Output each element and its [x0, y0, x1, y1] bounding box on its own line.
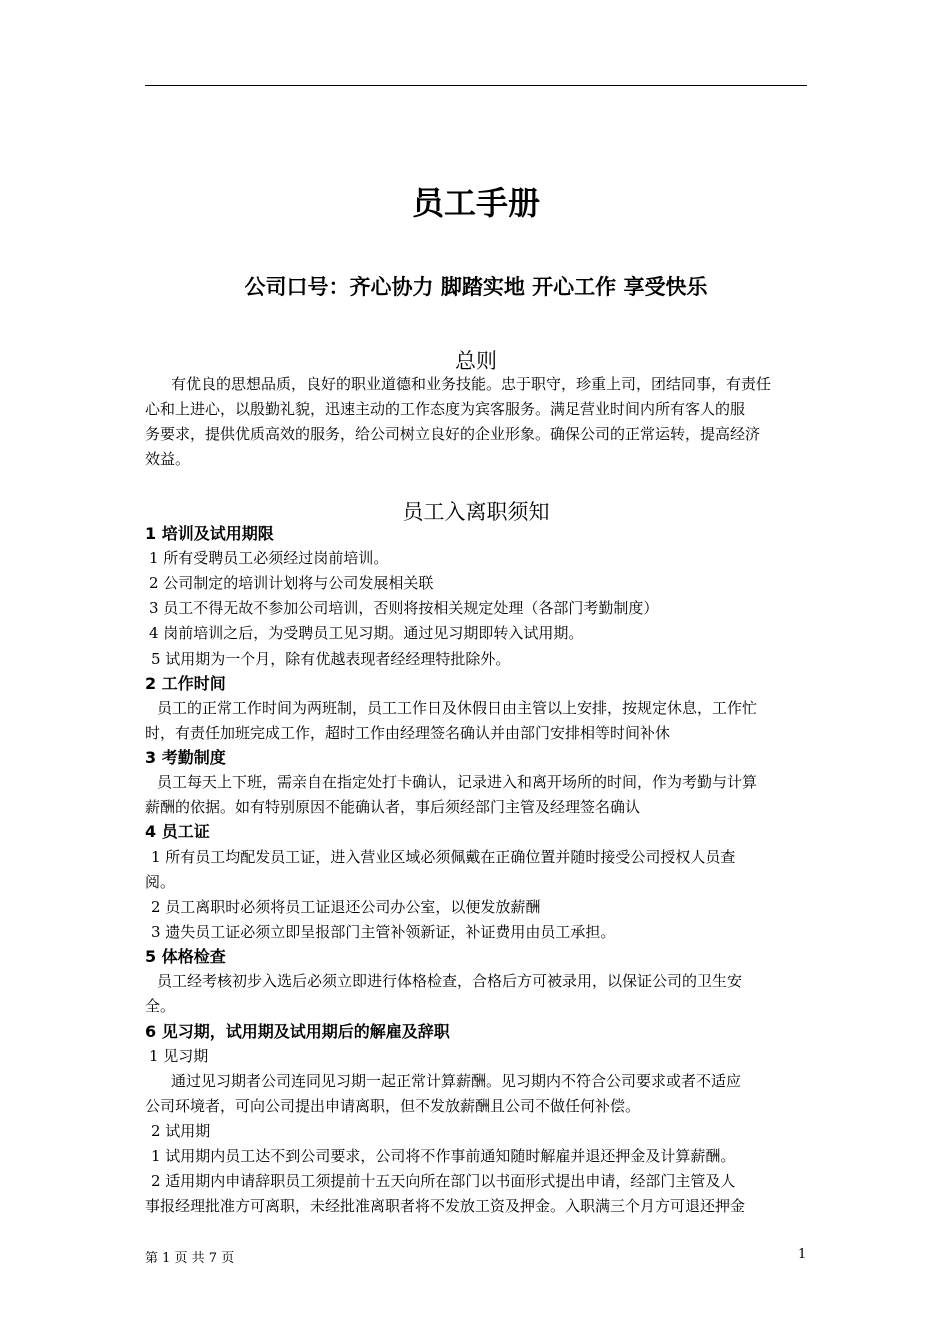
- section-line: 阅。: [145, 873, 176, 891]
- company-slogan: 公司口号：齐心协力 脚踏实地 开心工作 享受快乐: [244, 275, 708, 299]
- section-title: 3 考勤制度: [145, 748, 226, 767]
- section-line: 1 见习期: [149, 1047, 209, 1065]
- section-line: 员工经考核初步入选后必须立即进行体格检查，合格后方可被录用，以保证公司的卫生安: [157, 972, 743, 990]
- section-title: 5 体格检查: [145, 947, 226, 966]
- list-item: 4 岗前培训之后，为受聘员工见习期。通过见习期即转入试用期。: [149, 624, 584, 642]
- list-item: 2 公司制定的培训计划将与公司发展相关联: [149, 574, 434, 592]
- list-item: 1 所有受聘员工必须经过岗前培训。: [149, 549, 389, 567]
- section-line: 事报经理批准方可离职，未经批准离职者将不发放工资及押金。入职满三个月方可退还押金: [145, 1197, 746, 1215]
- footer-page-number: 1: [798, 1247, 807, 1262]
- section-title: 1 培训及试用期限: [145, 524, 274, 543]
- section-line: 员工的正常工作时间为两班制，员工工作日及休假日由主管以上安排，按规定休息，工作忙: [157, 699, 758, 717]
- general-line: 效益。: [145, 450, 191, 468]
- section-title: 4 员工证: [145, 822, 210, 841]
- header-rule: [145, 85, 807, 86]
- general-line: 有优良的思想品质，良好的职业道德和业务技能。忠于职守，珍重上司，团结同事，有责任: [171, 375, 772, 393]
- section-line: 3 遗失员工证必须立即呈报部门主管补领新证，补证费用由员工承担。: [151, 923, 616, 941]
- notice-heading: 员工入离职须知: [402, 500, 550, 524]
- document-title: 员工手册: [411, 184, 540, 222]
- section-line: 通过见习期者公司连同见习期一起正常计算薪酬。见习期内不符合公司要求或者不适应: [171, 1072, 742, 1090]
- section-line: 全。: [145, 997, 176, 1015]
- section-line: 1 试用期内员工达不到公司要求，公司将不作事前通知随时解雇并退还押金及计算薪酬。: [151, 1147, 736, 1165]
- section-line: 薪酬的依据。如有特别原因不能确认者，事后须经部门主管及经理签名确认: [145, 798, 641, 816]
- section-line: 1 所有员工均配发员工证，进入营业区域必须佩戴在正确位置并随时接受公司授权人员查: [151, 848, 736, 866]
- general-line: 心和上进心，以殷勤礼貌，迅速主动的工作态度为宾客服务。满足营业时间内所有客人的服: [145, 400, 746, 418]
- section-line: 时，有责任加班完成工作，超时工作由经理签名确认并由部门安排相等时间补休: [145, 724, 671, 742]
- section-title: 6 见习期，试用期及试用期后的解雇及辞职: [145, 1022, 450, 1041]
- section-line: 员工每天上下班，需亲自在指定处打卡确认，记录进入和离开场所的时间，作为考勤与计算: [157, 773, 758, 791]
- section-line: 2 试用期: [151, 1122, 211, 1140]
- footer-page-info: 第 1 页 共 7 页: [145, 1251, 235, 1266]
- section-title: 2 工作时间: [145, 674, 226, 693]
- list-item: 5 试用期为一个月，除有优越表现者经经理特批除外。: [151, 650, 511, 668]
- section-line: 2 适用期内申请辞职员工须提前十五天向所在部门以书面形式提出申请，经部门主管及人: [151, 1172, 736, 1190]
- section-line: 公司环境者，可向公司提出申请离职，但不发放薪酬且公司不做任何补偿。: [145, 1097, 641, 1115]
- list-item: 3 员工不得无故不参加公司培训，否则将按相关规定处理（各部门考勤制度）: [149, 599, 659, 617]
- general-line: 务要求，提供优质高效的服务，给公司树立良好的企业形象。确保公司的正常运转，提高经济: [145, 425, 761, 443]
- section-line: 2 员工离职时必须将员工证退还公司办公室，以便发放薪酬: [151, 898, 541, 916]
- general-heading: 总则: [455, 349, 497, 373]
